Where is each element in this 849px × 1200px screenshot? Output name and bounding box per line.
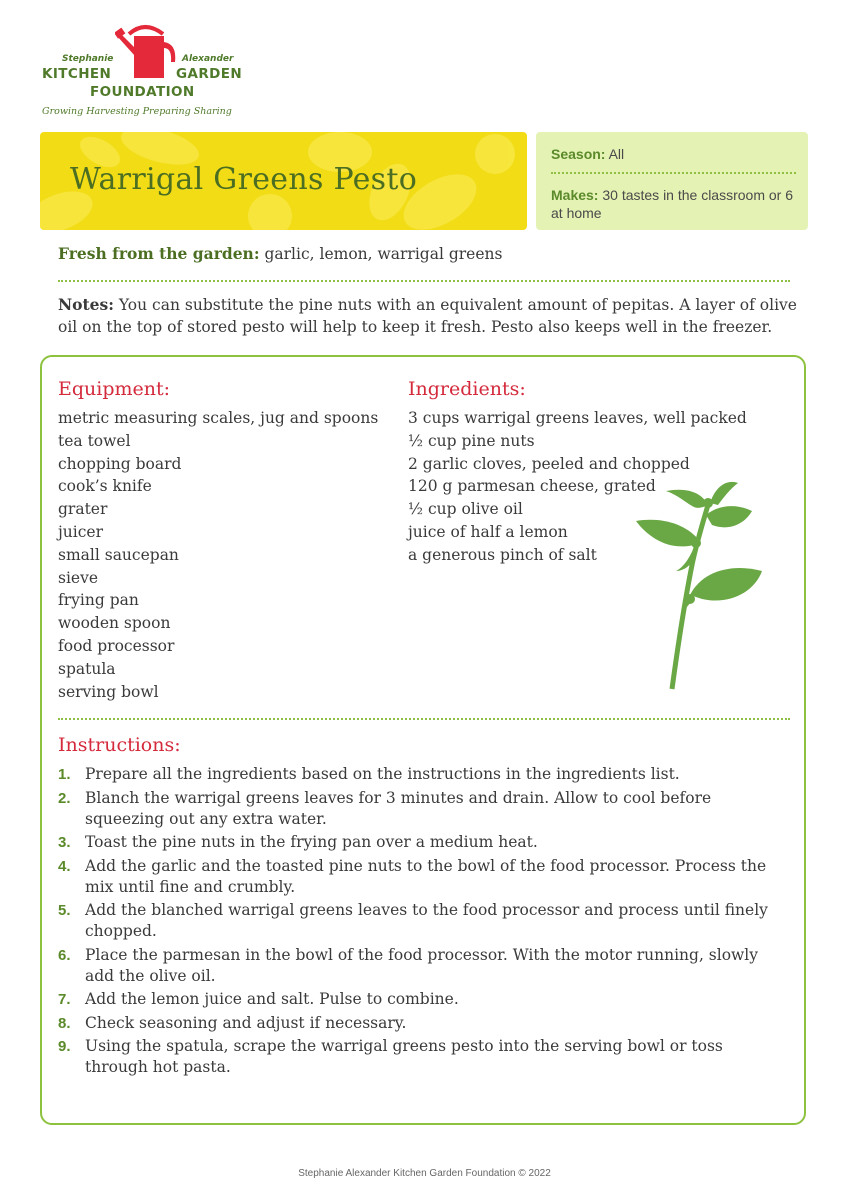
list-item: chopping board [58,454,182,473]
instructions-list [58,764,788,1081]
list-item: wooden spoon [58,614,171,633]
instruction-step [58,900,788,942]
step-text: Add the garlic and the toasted pine nuts to the bowl of the food processor. Process the mix until fine and crumbly. [85,856,767,896]
makes-line [551,186,796,222]
step-number: 6. [58,946,71,964]
instruction-step [58,832,788,853]
equipment-heading: Equipment: [58,378,171,400]
step-number: 4. [58,857,71,875]
instruction-step [58,1036,788,1078]
logo-word-garden: GARDEN [176,66,243,82]
list-item: 2 garlic cloves, peeled and chopped [408,454,690,473]
step-text: Toast the pine nuts in the frying pan over a medium heat. [85,833,538,851]
ingredients-heading: Ingredients: [408,378,526,400]
copyright-footer: Stephanie Alexander Kitchen Garden Foundation © 2022 [298,1168,551,1179]
list-item: small saucepan [58,545,179,564]
list-item: spatula [58,659,116,678]
list-item: cook’s knife [58,477,152,496]
equipment-list [58,407,378,703]
step-text: Blanch the warrigal greens leaves for 3 minutes and drain. Allow to cool before squeezing out any extra water. [85,788,712,828]
notes-text: You can substitute the pine nuts with an equivalent amount of pepitas. A layer of olive oil on the top of stored pesto will help to keep it fresh. Pesto also keeps well in the freezer. [58,296,797,336]
fresh-from-garden [58,244,502,263]
season-info-box [536,132,808,230]
list-item: a generous pinch of salt [408,545,597,564]
step-text: Prepare all the ingredients based on the instructions in the ingredients list. [85,765,680,783]
step-text: Place the parmesan in the bowl of the food processor. With the motor running, slowly add the olive oil. [85,945,759,985]
makes-label: Makes: [551,187,599,203]
makes-value: 30 tastes in the classroom or 6 at home [551,187,794,221]
list-item: metric measuring scales, jug and spoons [58,409,379,427]
logo-tagline: Growing Harvesting Preparing Sharing [42,106,232,117]
divider [58,718,790,720]
list-item: 120 g parmesan cheese, grated [408,477,656,496]
step-number: 7. [58,991,71,1008]
list-item: grater [58,500,108,519]
logo-name-first: Stephanie [62,54,114,64]
step-number: 1. [58,766,71,783]
list-item: tea towel [58,431,131,450]
logo-name-last: Alexander [182,54,234,64]
list-item: frying pan [58,591,139,610]
list-item: juicer [58,522,104,541]
list-item: food processor [58,636,175,655]
step-text: Check seasoning and adjust if necessary. [85,1013,407,1032]
recipe-title: Warrigal Greens Pesto [70,162,418,197]
instruction-step [58,989,788,1010]
list-item: 3 cups warrigal greens leaves, well packed [408,409,747,427]
list-item: serving bowl [58,682,159,701]
instruction-step [58,764,788,785]
fresh-value: garlic, lemon, warrigal greens [264,245,503,263]
step-number: 8. [58,1014,71,1032]
instruction-step [58,788,788,830]
logo-word-kitchen: KITCHEN [42,66,112,82]
step-text: Using the spatula, scrape the warrigal greens pesto into the serving bowl or toss through hot pasta. [85,1037,723,1076]
step-number: 5. [58,902,71,919]
instruction-step [58,1013,788,1034]
step-text: Add the blanched warrigal greens leaves to the food processor and process until finely chopped. [85,901,768,940]
foundation-logo [40,22,255,122]
notes-label: Notes: [58,295,114,314]
instruction-step [58,945,788,987]
instruction-step [58,856,788,898]
title-banner [40,132,527,230]
divider [551,172,796,174]
list-item: ½ cup pine nuts [408,431,535,450]
instructions-heading: Instructions: [58,734,181,756]
divider [58,280,790,282]
step-text: Add the lemon juice and salt. Pulse to combine. [85,990,459,1008]
season-value: All [608,146,625,162]
season-line [551,146,624,162]
step-number: 9. [58,1038,71,1055]
step-number: 3. [58,834,71,851]
list-item: juice of half a lemon [408,522,568,541]
watering-can-icon [115,22,185,84]
fresh-label: Fresh from the garden: [58,244,260,263]
step-number: 2. [58,789,71,807]
logo-word-foundation: FOUNDATION [90,84,195,100]
warrigal-greens-plant-illustration [632,475,772,695]
list-item: sieve [58,568,99,587]
list-item: ½ cup olive oil [408,500,523,519]
notes [58,294,818,338]
season-label: Season: [551,146,606,162]
